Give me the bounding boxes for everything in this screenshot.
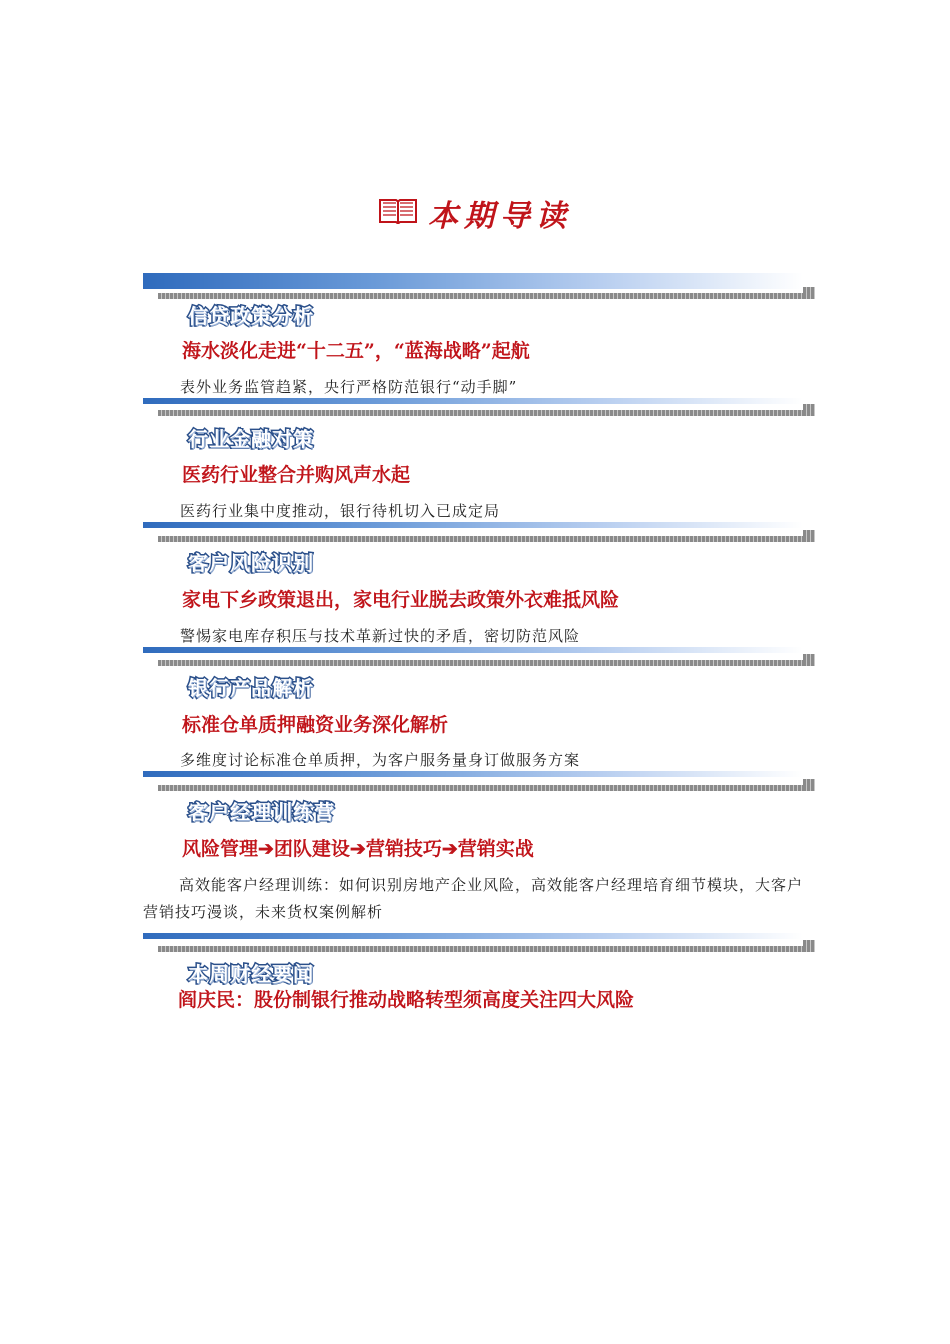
headline-link[interactable]: 医药行业整合并购风声水起 (182, 464, 411, 486)
section-divider-bottom (158, 536, 815, 542)
section-divider-bottom (158, 946, 815, 952)
summary-text: 医药行业集中度推动，银行待机切入已成定局 (180, 502, 501, 520)
category-label: 行业金融对策 (188, 427, 314, 451)
summary-text: 多维度讨论标准仓单质押，为客户服务量身订做服务方案 (180, 751, 581, 769)
title-text: 本期导读 (428, 199, 572, 234)
open-book-icon (378, 196, 418, 230)
page-title (0, 188, 950, 238)
section-divider-top (143, 398, 803, 404)
section-divider-top (143, 522, 803, 528)
section-divider-top (143, 273, 803, 289)
section-divider-top (143, 933, 803, 939)
headline-link[interactable]: 家电下乡政策退出，家电行业脱去政策外衣难抵风险 (182, 589, 620, 611)
category-label: 银行产品解析 (188, 676, 314, 700)
section-divider-top (143, 647, 803, 653)
category-label: 信贷政策分析 (188, 304, 314, 328)
section-divider-bottom (158, 660, 815, 666)
summary-text: 高效能客户经理训练：如何识别房地产企业风险，高效能客户经理培育细节模块，大客户营销技巧漫谈，未来货权案例解析 (143, 876, 804, 921)
category-label: 客户经理训练营 (188, 800, 335, 824)
summary-text: 表外业务监管趋紧，央行严格防范银行“动手脚” (180, 378, 518, 396)
section-divider-bottom (158, 785, 815, 791)
category-label: 客户风险识别 (188, 551, 314, 575)
headline-link[interactable]: 阎庆民：股份制银行推动战略转型须高度关注四大风险 (178, 989, 635, 1011)
headline-link[interactable]: 海水淡化走进“十二五”，“蓝海战略”起航 (182, 340, 530, 362)
headline-link[interactable]: 风险管理➔团队建设➔营销技巧➔营销实战 (182, 838, 534, 860)
category-label: 本周财经要闻 (188, 962, 314, 986)
section-divider-bottom (158, 293, 815, 299)
headline-link[interactable]: 标准仓单质押融资业务深化解析 (182, 714, 449, 736)
section-divider-bottom (158, 410, 815, 416)
section-divider-top (143, 771, 803, 777)
summary-text: 警惕家电库存积压与技术革新过快的矛盾，密切防范风险 (180, 627, 581, 645)
